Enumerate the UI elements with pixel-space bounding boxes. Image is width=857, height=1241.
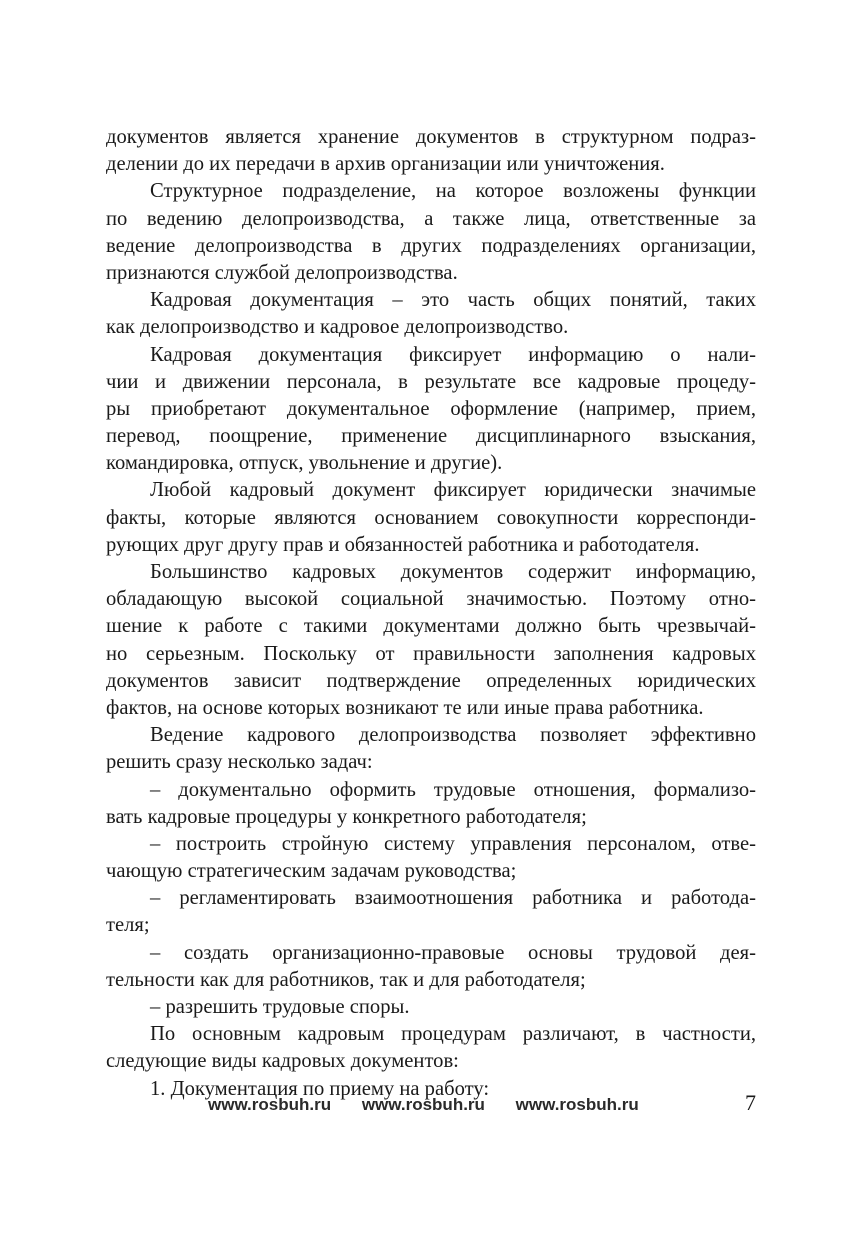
footer-links [208, 1094, 665, 1116]
text-line: документов зависит подтверждение определенных юридических [106, 669, 756, 692]
paragraph-start: По основным кадровым процедурам различают, в частности, [150, 1023, 756, 1046]
text-line: рующих друг другу прав и обязанностей работника и работодателя. [106, 533, 700, 556]
text-line: ведение делопроизводства в других подразделениях организации, [106, 234, 756, 257]
footer-link[interactable]: www.rosbuh.ru [515, 1095, 639, 1114]
paragraph-start: Большинство кадровых документов содержит информацию, [150, 561, 756, 583]
paragraph-start: Любой кадровый документ фиксирует юридически значимые [150, 479, 756, 502]
footer-link[interactable]: www.rosbuh.ru [208, 1095, 332, 1114]
page-number: 7 [745, 1090, 756, 1115]
text-line: документов является хранение документов в структурном подраз- [106, 126, 756, 148]
paragraph-start: Ведение кадрового делопроизводства позволяет эффективно [150, 724, 756, 747]
text-line: признаются службой делопроизводства. [106, 261, 458, 284]
text-line: как делопроизводство и кадровое делопроизводство. [106, 316, 569, 339]
paragraph-start: Кадровая документация – это часть общих понятий, таких [150, 289, 756, 312]
text-line: но серьезным. Поскольку от правильности заполнения кадровых [106, 642, 756, 665]
text-line: вать кадровые процедуры у конкретного работодателя; [106, 805, 587, 828]
text-line: чии и движении персонала, в результате все кадровые процеду- [106, 370, 756, 393]
list-item-start: – создать организационно-правовые основы трудовой дея- [150, 941, 756, 964]
paragraph-start: Структурное подразделение, на которое возложены функции [150, 180, 756, 203]
list-item-start: – документально оформить трудовые отношения, формализо- [150, 778, 756, 801]
list-item-start: – разрешить трудовые споры. [150, 996, 410, 1018]
text-line: тельности как для работников, так и для работодателя; [106, 968, 586, 991]
text-line: делении до их передачи в архив организации или уничтожения. [106, 153, 665, 176]
text-line: обладающую высокой социальной значимостью. Поэтому отно- [106, 588, 756, 611]
paragraph-start: 1. Документация по приему на работу: [150, 1077, 490, 1100]
text-line: командировка, отпуск, увольнение и другие). [106, 452, 503, 475]
text-line: фактов, на основе которых возникают те или иные права работника. [106, 696, 704, 719]
text-line: чающую стратегическим задачам руководства; [106, 860, 517, 883]
page-footer [106, 1090, 756, 1118]
list-item-start: – регламентировать взаимоотношения работника и работода- [150, 887, 756, 910]
paragraph-start: Кадровая документация фиксирует информацию о нали- [150, 343, 756, 366]
text-line: теля; [106, 914, 150, 937]
list-item-start: – построить стройную систему управления персоналом, отве- [150, 832, 756, 855]
text-line: перевод, поощрение, применение дисциплинарного взыскания, [106, 425, 756, 448]
text-line: по ведению делопроизводства, а также лица, ответственные за [106, 207, 756, 230]
footer-link[interactable]: www.rosbuh.ru [361, 1095, 485, 1114]
page-body [106, 124, 756, 1103]
text-line: решить сразу несколько задач: [106, 751, 373, 774]
text-line: ры приобретают документальное оформление (например, прием, [106, 397, 756, 420]
text-line: следующие виды кадровых документов: [106, 1050, 459, 1073]
text-line: шение к работе с такими документами должно быть чрезвычай- [106, 615, 756, 638]
text-line: факты, которые являются основанием совокупности корреспонди- [106, 506, 756, 529]
